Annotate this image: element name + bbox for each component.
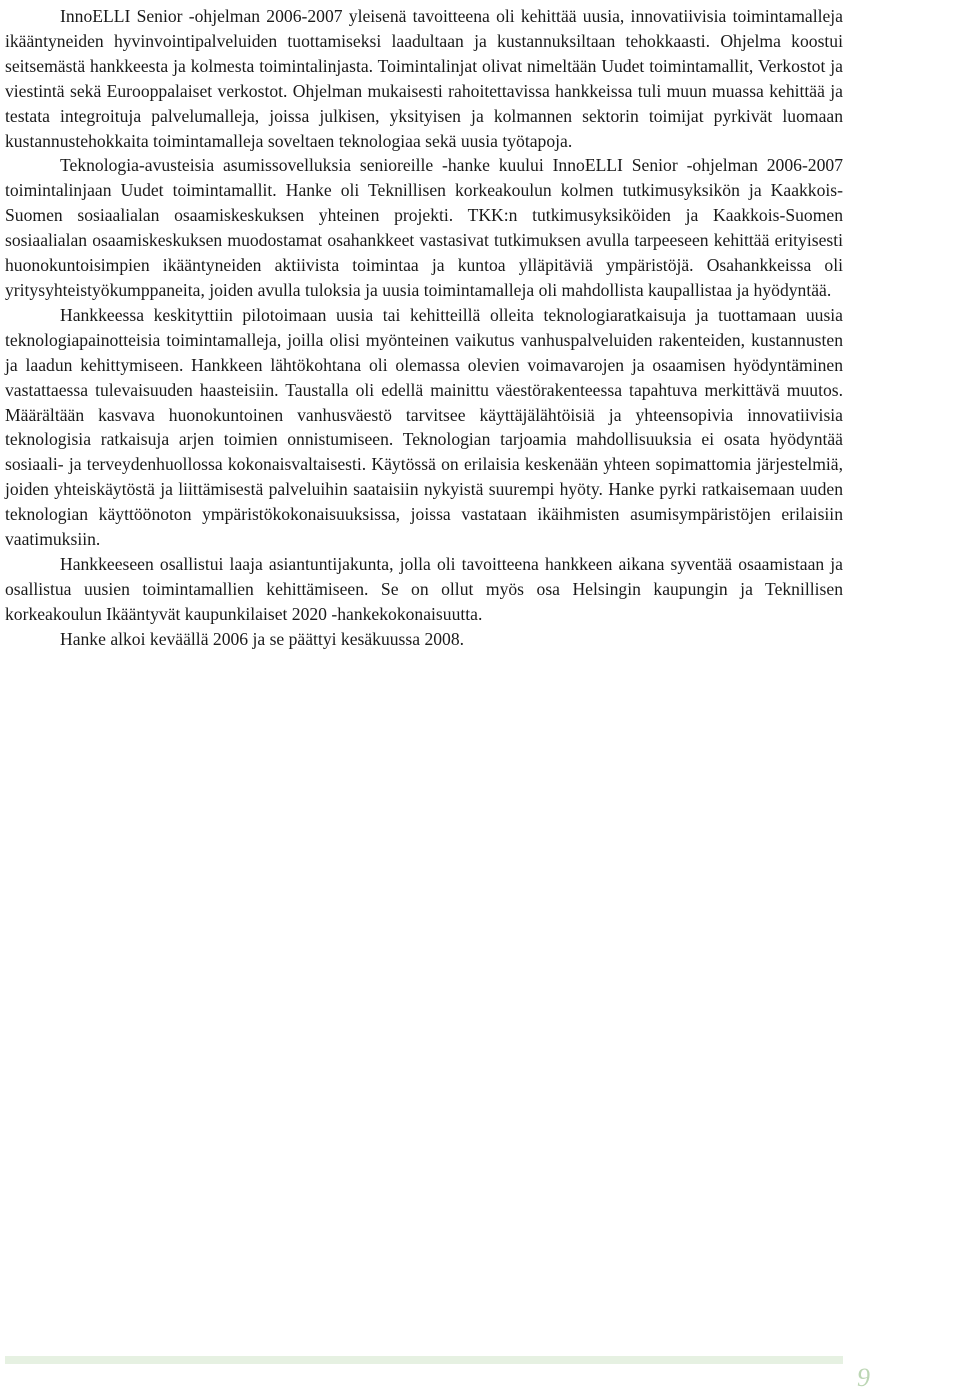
footer-rule [5,1356,843,1364]
paragraph-timeline: Hanke alkoi keväällä 2006 ja se päättyi kesäkuussa 2008. [60,628,465,649]
body-text [5,4,843,652]
paragraph-program-goal: InnoELLI Senior -ohjelman 2006-2007 yleisenä tavoitteena oli kehittää uusia, innovatiivisia toimintamalleja ikääntyneiden hyvinvointipalveluiden tuottamiseksi laadultaan ja kustannuksiltaan tehokkaasti. Ohjelma koostui seitsemästä hankkeesta ja kolmesta toimintalinjasta. Toimintalinjat olivat nimeltään Uudet toimintamallit, Verkostot ja viestintä sekä Eurooppalaiset verkostot. Ohjelman mukaisesti rahoitettavissa hankkeissa tuli muun muassa kehittää ja testata integroituja palvelumalleja, joissa julkisen, yksityisen ja kolmannen sektorin toimijat pyrkivät luomaan kustannustehokkaita toimintamalleja soveltaen teknologiaa sekä uusia työtapoja. [5,6,843,151]
paragraph-participants: Hankkeeseen osallistui laaja asiantuntijakunta, jolla oli tavoitteena hankkeen aikana syventää osaamistaan ja osallistua uusien toimintamallien kehittämiseen. Se on ollut myös osa Helsingin kaupungin ja Teknillisen korkeakoulun Ikääntyvät kaupunkilaiset 2020 -hankekokonaisuutta. [5,553,843,624]
paragraph-project-focus: Hankkeessa keskityttiin pilotoimaan uusia tai kehitteillä olleita teknologiaratkaisuja ja tuottamaan uusia teknologiapainotteisia toimintamalleja, joilla olisi myönteinen vaikutus vanhuspalveluiden rakenteiden, kustannusten ja laadun kehittymiseen. Hankkeen lähtökohtana oli olemassa olevien voimavarojen ja osaamisen hyödyntäminen vastattaessa tulevaisuuden haasteisiin. Taustalla oli edellä mainittu väestörakenteessa tapahtuva merkittävä muutos. Määrältään kasvava huonokuntoinen vanhusväestö tarvitsee käyttäjälähtöisiä ja yhteensopivia innovatiivisia teknologisia ratkaisuja arjen toimien onnistumiseen. Teknologian tarjoamia mahdollisuuksia ei osata hyödyntää sosiaali- ja terveydenhuollossa kokonaisvaltaisesti. Käytössä on erilaisia keskenään yhteen sopimattomia järjestelmiä, joiden yhteiskäytöstä ja liittämisestä palveluihin saataisiin nykyistä suurempi hyöty. Hanke pyrki ratkaisemaan uuden teknologian käyttöönoton ympäristökokonaisuuksissa, joissa vastataan ikäihmisten asumisympäristöjen erilaisiin vaatimuksiin. [5,304,843,550]
paragraph-project-description: Teknologia-avusteisia asumissovelluksia senioreille -hanke kuului InnoELLI Senior -ohjelman 2006-2007 toimintalinjaan Uudet toimintamallit. Hanke oli Teknillisen korkeakoulun kolmen tutkimusyksikön ja Kaakkois-Suomen sosiaalialan osaamiskeskuksen yhteinen projekti. TKK:n tutkimusyksiköiden ja Kaakkois-Suomen sosiaalialan osaamiskeskuksen muodostamat osahankkeet vastasivat tutkimuksen avulla tarpeeseen kehittää erityisesti huonokuntoisimpien ikääntyneiden aktiivista toimintaa ja kuntoa ylläpitäviä ympäristöjä. Osahankkeissa oli yritysyhteistyökumppaneita, joiden avulla tuloksia ja uusia toimintamalleja oli mahdollista kaupallistaa ja hyödyntää. [5,155,843,300]
page-number: 9 [857,1363,870,1392]
